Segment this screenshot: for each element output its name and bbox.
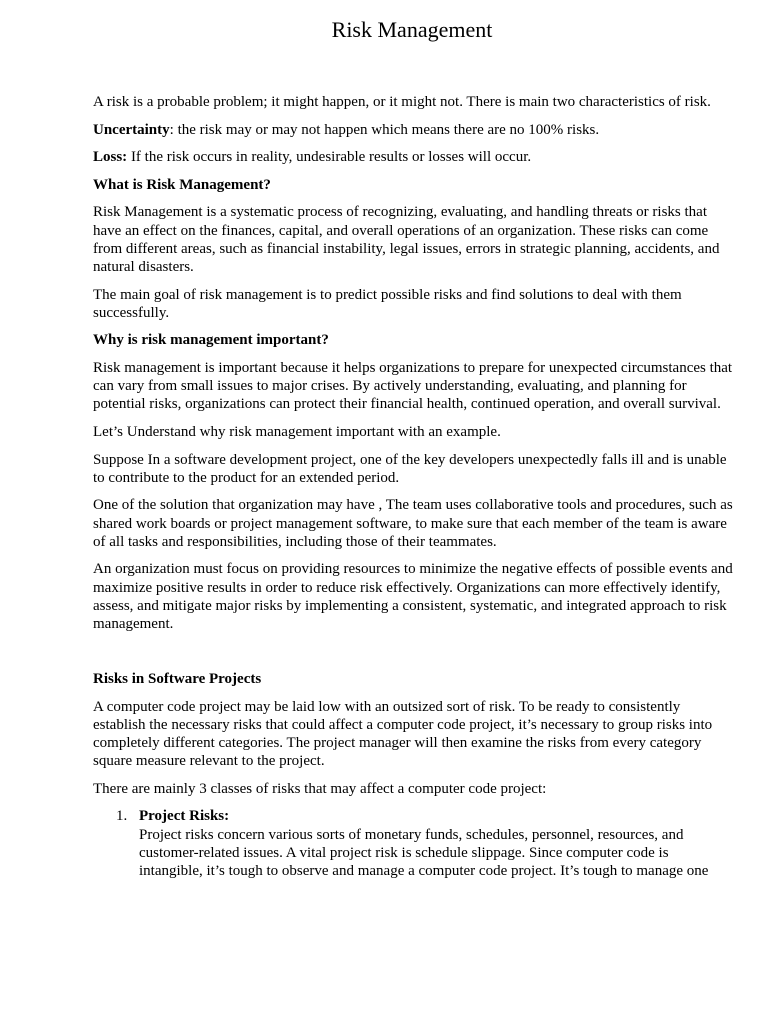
heading-why-important: Why is risk management important? [93,332,329,349]
intro-paragraph: A risk is a probable problem; it might happen, or it might not. There is main two characteristics of risk. [93,94,711,110]
why-paragraph-5: An organization must focus on providing resources to minimize the negative effects of possible events and maximize positive results in order to reduce risk effectively. Organizations can more effectively identify, assess, and mitigate major risks by implementing a consistent, systematic, and integrated approach to risk management. [93,561,733,632]
loss-text: If the risk occurs in reality, undesirable results or losses will occur. [127,149,532,166]
uncertainty-paragraph [93,121,733,139]
risk-category-list [93,807,733,880]
document-body [93,93,733,880]
list-item-title: Project Risks: [139,808,230,825]
list-item-number: 1. [116,808,128,825]
why-paragraph-3: Suppose In a software development project, one of the key developers unexpectedly falls ill and is unable to contribute to the product for an extended period. [93,451,727,486]
why-paragraph-2: Let’s Understand why risk management important with an example. [93,423,501,440]
heading-risks-in-software-projects: Risks in Software Projects [93,670,262,687]
uncertainty-text: : the risk may or may not happen which means there are no 100% risks. [169,121,600,138]
loss-paragraph [93,148,733,166]
software-paragraph-2: There are mainly 3 classes of risks that may affect a computer code project: [93,780,547,797]
why-paragraph-4: One of the solution that organization may have , The team uses collaborative tools and procedures, such as shared work boards or project management software, to make sure that each member of the team is aware of all tasks and responsibilities, including those of their teammates. [93,497,733,550]
software-paragraph-1: A computer code project may be laid low with an outsized sort of risk. To be ready to consistently establish the necessary risks that could affect a computer code project, it’s necessary to group risks into completely different categories. The project manager will then examine the risks from every category square measure relevant to the project. [93,698,713,770]
uncertainty-term: Uncertainty [93,121,170,138]
list-item-text: Project risks concern various sorts of monetary funds, schedules, personnel, resources, and customer-related issues. A vital project risk is schedule slippage. Since computer code is intangible, it’s tough to observe and manage a computer code project. It’s tough to manage one [139,826,709,879]
what-paragraph-2: The main goal of risk management is to predict possible risks and find solutions to deal with them successfully. [93,286,682,321]
why-paragraph-1: Risk management is important because it helps organizations to prepare for unexpected circumstances that can vary from small issues to major crises. By actively understanding, evaluating, and planning for potential risks, organizations can protect their financial health, continued operation, and overall survival. [93,359,733,413]
list-item [116,807,733,880]
document-title: Risk Management [331,17,493,42]
loss-term: Loss: [93,149,128,166]
what-paragraph-1: Risk Management is a systematic process of recognizing, evaluating, and handling threats or risks that have an effect on the finances, capital, and overall operations of an organization. These risks can come from different areas, such as financial instability, legal issues, errors in strategic planning, accidents, and natural disasters. [93,204,720,275]
heading-what-is-risk-management: What is Risk Management? [93,176,271,193]
